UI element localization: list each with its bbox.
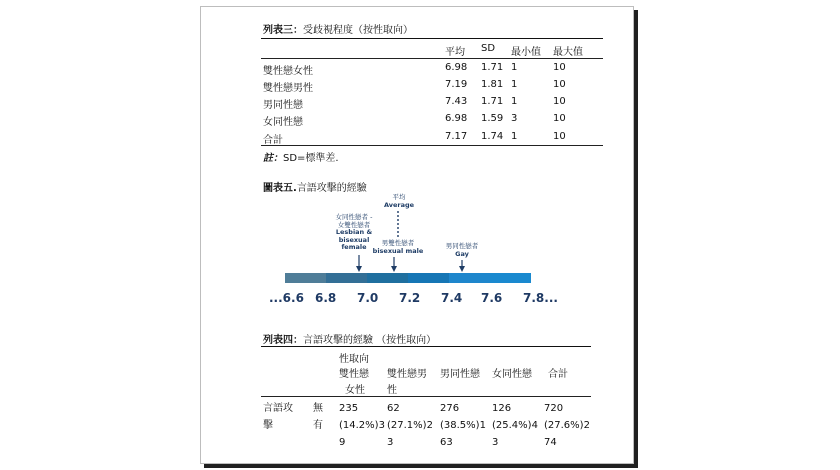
table4-row-label: [263, 400, 293, 434]
table4-col-header-line: 女性: [345, 385, 365, 396]
scale-tick: 7.6: [481, 291, 503, 305]
figure5-caption-text: 言語攻擊的經驗: [296, 183, 367, 194]
table3-cell-sd: 1.81: [481, 79, 504, 90]
marker-average-label: [375, 194, 423, 209]
table3-cell-max: 10: [553, 96, 566, 107]
table4-col-header: [387, 367, 427, 399]
scale-tick: 6.8: [315, 291, 337, 305]
table4-group-header: 性取向: [339, 354, 369, 365]
table3-row-label: 雙性戀男性: [263, 83, 313, 94]
scale-tick: ...6.6: [269, 291, 304, 305]
table4-cell-line: 3: [492, 437, 499, 448]
table3-cell-max: 10: [553, 62, 566, 73]
scale-bar-segment: [408, 273, 449, 283]
marker-lesbian-line2: 女雙性戀者: [337, 220, 371, 229]
table3-cell-mean: 7.43: [445, 96, 468, 107]
table4-cell-line: (27.1%)2: [387, 420, 433, 431]
scale-bar-segment: [285, 273, 326, 283]
marker-lesbian-line1: 女同性戀者 -: [335, 213, 373, 221]
table3-cell-max: 10: [553, 131, 566, 142]
table3-caption-text: 受歧視程度（按性取向）: [303, 25, 413, 36]
scale-bar-segment: [490, 273, 531, 283]
table4-row-label-line: 言語攻: [263, 403, 293, 414]
table4-cell-line: 63: [440, 437, 453, 448]
table4-cell: [440, 400, 486, 451]
marker-lesbian-line3: Lesbian &: [335, 228, 373, 236]
table3-cell-max: 10: [553, 79, 566, 90]
table4-sub-label: 有: [313, 420, 323, 431]
table4-cell: [387, 400, 433, 451]
table4-col-header: [440, 367, 480, 383]
marker-lesbian-arrow-icon: [354, 255, 364, 273]
table4-sub-label: 無: [313, 403, 323, 414]
marker-lesbian-line5: female: [341, 243, 367, 251]
table3-header-rule: [261, 58, 603, 59]
table3-note-label: 註：: [263, 153, 283, 164]
table4-cell-line: 62: [387, 403, 400, 414]
marker-average-line1: 平均: [392, 193, 406, 201]
scale-bar: [285, 273, 531, 283]
table4-col-header: [339, 367, 369, 399]
table4-cell-line: 3: [387, 437, 394, 448]
table3-row-label: 雙性戀女性: [263, 66, 313, 77]
table4-cell-line: (14.2%)3: [339, 420, 385, 431]
table3-cell-min: 1: [511, 79, 518, 90]
table3-note-text: SD=標準差.: [283, 153, 339, 164]
table4-top-rule: [261, 346, 591, 347]
scale-bar-segment: [449, 273, 490, 283]
scale-tick: 7.2: [399, 291, 421, 305]
table3-cell-sd: 1.71: [481, 62, 504, 73]
marker-average-dotted-line: [393, 211, 403, 239]
marker-lesbian-line4: bisexual: [338, 235, 370, 244]
table3-cell-mean: 7.17: [445, 131, 468, 142]
table4-cell-line: 276: [440, 403, 460, 414]
table4-header-rule: [261, 396, 591, 397]
marker-gay-line2: Gay: [455, 249, 469, 258]
table3-cell-sd: 1.71: [481, 96, 504, 107]
table4-cell-line: 74: [544, 437, 557, 448]
table4-col-header-line: 女同性戀: [492, 369, 532, 380]
table4-col-header-line: 合計: [548, 369, 568, 380]
table3-header-sd: SD: [481, 43, 496, 54]
table3-header-min: 最小值: [511, 47, 541, 58]
table4-cell: [492, 400, 538, 451]
table3-caption-label: 列表三：: [263, 25, 303, 36]
table4-cell-line: (38.5%)1: [440, 420, 486, 431]
table4-cell-line: (25.4%)4: [492, 420, 538, 431]
table3-note: [263, 149, 339, 164]
table4-caption: [263, 331, 436, 346]
table3-top-rule: [261, 38, 603, 39]
table4-caption-label: 列表四：: [263, 335, 303, 346]
table3-cell-sd: 1.74: [481, 131, 504, 142]
table4-cell-line: 9: [339, 437, 346, 448]
table4-cell-line: 720: [544, 403, 564, 414]
table4-col-header-line: 性: [387, 385, 397, 396]
table3-row-label: 男同性戀: [263, 100, 303, 111]
table4-cell-line: (27.6%)2: [544, 420, 590, 431]
scale-tick: 7.0: [357, 291, 379, 305]
marker-gay-label: [437, 243, 487, 258]
marker-gay-arrow-icon: [457, 260, 467, 273]
table4-cell-line: 235: [339, 403, 359, 414]
scale-tick: 7.4: [441, 291, 463, 305]
marker-gay-line1: 男同性戀者: [445, 242, 479, 250]
figure5-caption-label: 圖表五.: [263, 183, 297, 194]
table3-cell-mean: 7.19: [445, 79, 468, 90]
table4-cell: [544, 400, 590, 451]
table4-col-header: [548, 367, 568, 383]
table4-cell-line: 126: [492, 403, 512, 414]
table3-row-label: 女同性戀: [263, 117, 303, 128]
table4-col-header: [492, 367, 532, 383]
table3-cell-min: 1: [511, 131, 518, 142]
table4-col-header-line: 雙性戀: [339, 369, 369, 380]
table3-cell-min: 3: [511, 113, 518, 124]
marker-bisexual-male-arrow-icon: [389, 257, 399, 273]
table4-sub-labels: [313, 400, 323, 434]
table3-cell-min: 1: [511, 62, 518, 73]
table3-header-mean: 平均: [445, 47, 465, 58]
table3-cell-mean: 6.98: [445, 113, 468, 124]
table3-bottom-rule: [261, 145, 603, 146]
table4-col-header-line: 男同性戀: [440, 369, 480, 380]
figure5-caption: [263, 179, 367, 194]
table3-header-max: 最大值: [553, 47, 583, 58]
scale-tick: 7.8...: [523, 291, 558, 305]
table3-cell-sd: 1.59: [481, 113, 504, 124]
table4-row-label-line: 擊: [263, 420, 273, 431]
table3-cell-mean: 6.98: [445, 62, 468, 73]
scale-bar-segment: [326, 273, 367, 283]
marker-bisexual-male-label: [367, 240, 429, 255]
table4-caption-text: 言語攻擊的經驗 （按性取向）: [303, 335, 437, 346]
marker-average-line2: Average: [383, 200, 415, 209]
marker-bimale-line1: 男雙性戀者: [381, 239, 415, 247]
table4-col-header-line: 雙性戀男: [387, 369, 427, 380]
document-page: [200, 6, 634, 464]
table4-cell: [339, 400, 385, 451]
table3-cell-min: 1: [511, 96, 518, 107]
marker-bimale-line2: bisexual male: [372, 246, 424, 255]
table3-caption: [263, 21, 413, 36]
table3-row-label: 合計: [263, 135, 283, 146]
scale-bar-segment: [367, 273, 408, 283]
table3-cell-max: 10: [553, 113, 566, 124]
